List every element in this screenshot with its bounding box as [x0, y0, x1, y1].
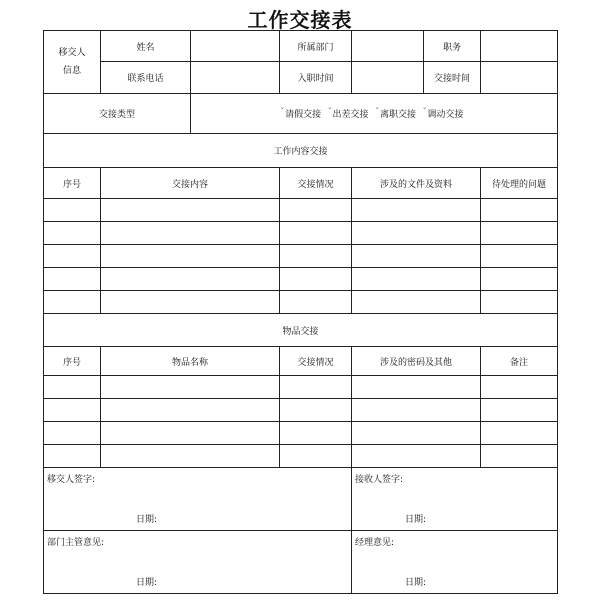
handover-date-label: 交接时间	[424, 62, 481, 94]
table-cell[interactable]	[44, 268, 101, 291]
work-header-status: 交接情况	[280, 168, 352, 199]
goods-section-title: 物品交接	[44, 314, 558, 347]
table-cell[interactable]	[352, 222, 481, 245]
table-cell[interactable]	[481, 245, 558, 268]
work-header-files: 涉及的文件及资料	[352, 168, 481, 199]
table-cell[interactable]	[352, 445, 481, 468]
position-field[interactable]	[481, 31, 558, 62]
table-row	[44, 199, 558, 222]
handover-type-option[interactable]	[281, 107, 322, 120]
receiver-signature-cell[interactable]	[352, 468, 558, 531]
option-label: 调动交接	[427, 110, 464, 120]
table-cell[interactable]	[44, 245, 101, 268]
department-label: 所属部门	[280, 31, 352, 62]
phone-label: 联系电话	[101, 62, 191, 94]
name-label: 姓名	[101, 31, 191, 62]
handover-date-field[interactable]	[481, 62, 558, 94]
handover-type-option[interactable]	[375, 107, 416, 120]
table-row	[44, 268, 558, 291]
table-cell[interactable]	[101, 422, 280, 445]
work-header-pending: 待处理的问题	[481, 168, 558, 199]
table-cell[interactable]	[280, 222, 352, 245]
page-title: 工作交接表	[247, 8, 353, 32]
table-row	[44, 422, 558, 445]
phone-field[interactable]	[191, 62, 280, 94]
transferor-info-label	[44, 31, 101, 94]
table-cell[interactable]	[280, 268, 352, 291]
handover-type-label: 交接类型	[44, 94, 191, 134]
manager-opinion-label: 经理意见:	[355, 538, 395, 548]
handover-form-table	[43, 30, 558, 594]
table-cell[interactable]	[481, 376, 558, 399]
table-cell[interactable]	[481, 222, 558, 245]
table-cell[interactable]	[481, 268, 558, 291]
table-cell[interactable]	[352, 422, 481, 445]
date-label: 日期:	[405, 515, 427, 525]
table-cell[interactable]	[101, 291, 280, 314]
goods-header-status: 交接情况	[280, 347, 352, 376]
table-cell[interactable]	[44, 199, 101, 222]
option-label: 离职交接	[379, 110, 416, 120]
option-label: 出差交接	[332, 110, 369, 120]
transferor-signature-cell[interactable]	[44, 468, 352, 531]
table-row	[44, 445, 558, 468]
work-section-title: 工作内容交接	[44, 134, 558, 168]
table-cell[interactable]	[44, 422, 101, 445]
table-cell[interactable]	[481, 422, 558, 445]
handover-type-option[interactable]	[328, 107, 369, 120]
goods-header-index: 序号	[44, 347, 101, 376]
handover-type-options	[191, 94, 558, 134]
hire-date-label: 入职时间	[280, 62, 352, 94]
checkbox-icon: ˘	[375, 107, 379, 115]
table-cell[interactable]	[352, 245, 481, 268]
table-cell[interactable]	[101, 222, 280, 245]
date-label: 日期:	[136, 578, 158, 588]
table-cell[interactable]	[352, 399, 481, 422]
department-field[interactable]	[352, 31, 424, 62]
manager-opinion-cell[interactable]	[352, 531, 558, 594]
table-cell[interactable]	[481, 199, 558, 222]
table-cell[interactable]	[101, 445, 280, 468]
work-header-content: 交接内容	[101, 168, 280, 199]
date-label: 日期:	[405, 578, 427, 588]
name-field[interactable]	[191, 31, 280, 62]
table-row	[44, 399, 558, 422]
checkbox-icon: ˘	[280, 107, 285, 115]
table-cell[interactable]	[44, 445, 101, 468]
table-row	[44, 376, 558, 399]
option-label: 请假交接	[285, 110, 322, 120]
table-cell[interactable]	[280, 399, 352, 422]
info-label-line-1: 移交人	[58, 48, 86, 58]
date-label: 日期:	[136, 515, 158, 525]
table-cell[interactable]	[280, 199, 352, 222]
table-cell[interactable]	[44, 376, 101, 399]
table-row	[44, 245, 558, 268]
table-cell[interactable]	[352, 268, 481, 291]
table-cell[interactable]	[44, 399, 101, 422]
table-cell[interactable]	[44, 222, 101, 245]
table-cell[interactable]	[280, 422, 352, 445]
table-cell[interactable]	[481, 445, 558, 468]
dept-manager-opinion-label: 部门主管意见:	[47, 538, 105, 548]
table-cell[interactable]	[101, 268, 280, 291]
table-cell[interactable]	[101, 376, 280, 399]
table-cell[interactable]	[280, 245, 352, 268]
goods-header-passwords: 涉及的密码及其他	[352, 347, 481, 376]
table-cell[interactable]	[352, 291, 481, 314]
table-cell[interactable]	[44, 291, 101, 314]
checkbox-icon: ˘	[422, 107, 427, 115]
table-cell[interactable]	[101, 399, 280, 422]
hire-date-field[interactable]	[352, 62, 424, 94]
work-header-index: 序号	[44, 168, 101, 199]
table-cell[interactable]	[101, 199, 280, 222]
info-label-line-2: 信息	[62, 66, 81, 76]
table-cell[interactable]	[101, 245, 280, 268]
goods-header-remarks: 备注	[481, 347, 558, 376]
table-cell[interactable]	[280, 445, 352, 468]
table-cell[interactable]	[481, 291, 558, 314]
table-row	[44, 222, 558, 245]
goods-header-name: 物品名称	[101, 347, 280, 376]
table-cell[interactable]	[280, 376, 352, 399]
table-cell[interactable]	[352, 376, 481, 399]
table-cell[interactable]	[280, 291, 352, 314]
transferor-signature-label: 移交人签字:	[47, 475, 96, 485]
position-label: 职务	[424, 31, 481, 62]
table-row	[44, 291, 558, 314]
table-cell[interactable]	[481, 399, 558, 422]
handover-type-option[interactable]	[423, 107, 464, 120]
table-cell[interactable]	[352, 199, 481, 222]
checkbox-icon: ˘	[328, 107, 332, 115]
receiver-signature-label: 接收人签字:	[355, 475, 404, 485]
dept-manager-opinion-cell[interactable]	[44, 531, 352, 594]
